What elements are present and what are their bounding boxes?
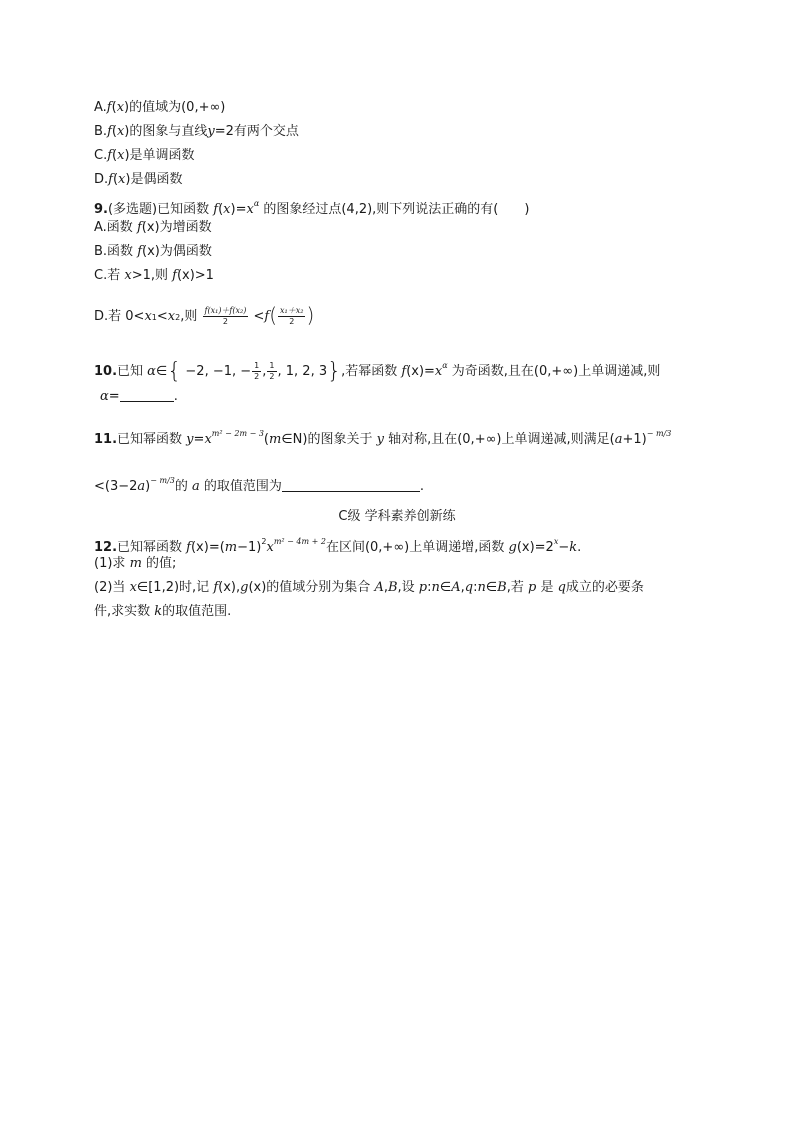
question-12-part1: (1)求 m 的值; xyxy=(94,556,177,571)
fraction: $\frac{1}{2}$ xyxy=(269,361,275,381)
answer-blank[interactable] xyxy=(120,389,174,402)
option-8d: D.f(x)是偶函数 xyxy=(94,172,183,187)
question-12-part2: (2)当 x∈[1,2)时,记 f(x),g(x)的值域分别为集合 A,B,设 p:n∈A,q:n∈B,若 p 是 q成立的必要条 xyxy=(94,580,644,595)
fraction: $\frac{\text{f(x₁)＋f(x₂)}}{2}$ xyxy=(204,306,247,326)
option-9d: D.若 0<x1<x2,则 $\frac{\text{f(x₁)＋f(x₂)}}{2}$ <f( $\frac{\text{x₁＋x₂}}{2}$ ) xyxy=(94,303,315,327)
question-12-part2-line2: 件,求实数 k的取值范围. xyxy=(94,604,232,619)
question-10: 10.已知 α∈{ −2, −1, − $\frac{1}{2}$ , $\frac{1}{2}$ , 1, 2, 3},若幂函数 $f(x)=x^\alpha$ 为奇函数,且在(0,+∞)上单调递减,则 xyxy=(94,359,661,384)
question-10-answer: α= . xyxy=(100,389,178,404)
fraction: $\frac{1}{2}$ xyxy=(254,361,260,381)
question-11: 11.已知幂函数 $y=x^{m^2 - 2m - 3}(m\in N)$的图象关于 y 轴对称,且在(0,+∞)上单调递减,则满足$(a+1)^{- m/3}$ xyxy=(94,429,672,447)
answer-blank[interactable] xyxy=(282,479,420,492)
option-9c: C.若 x>1,则 f(x)>1 xyxy=(94,268,214,283)
question-12: 12.已知幂函数 $f(x)=(m-1)^2x^{m^2 - 4m + 2}$在区间(0,+∞)上单调递增,函数 $g(x)=2^x-k$. xyxy=(94,537,582,555)
question-9: 9.(多选题)已知函数 $f(x)=x^\alpha$ 的图象经过点(4,2),则下列说法正确的有( ) xyxy=(94,199,530,217)
option-8c: C.f(x)是单调函数 xyxy=(94,148,195,163)
fraction: $\frac{\text{x₁＋x₂}}{2}$ xyxy=(280,306,304,326)
question-11-line2: $<(3-2a)^{- m/3}$的 a 的取值范围为 . xyxy=(94,476,425,494)
section-heading: C级 学科素养创新练 xyxy=(338,509,456,524)
option-9a: A.函数 f(x)为增函数 xyxy=(94,220,212,235)
option-8a: A.f(x)的值域为(0,+∞) xyxy=(94,100,226,115)
option-8b: B.f(x)的图象与直线y=2有两个交点 xyxy=(94,124,299,139)
option-9b: B.函数 f(x)为偶函数 xyxy=(94,244,212,259)
